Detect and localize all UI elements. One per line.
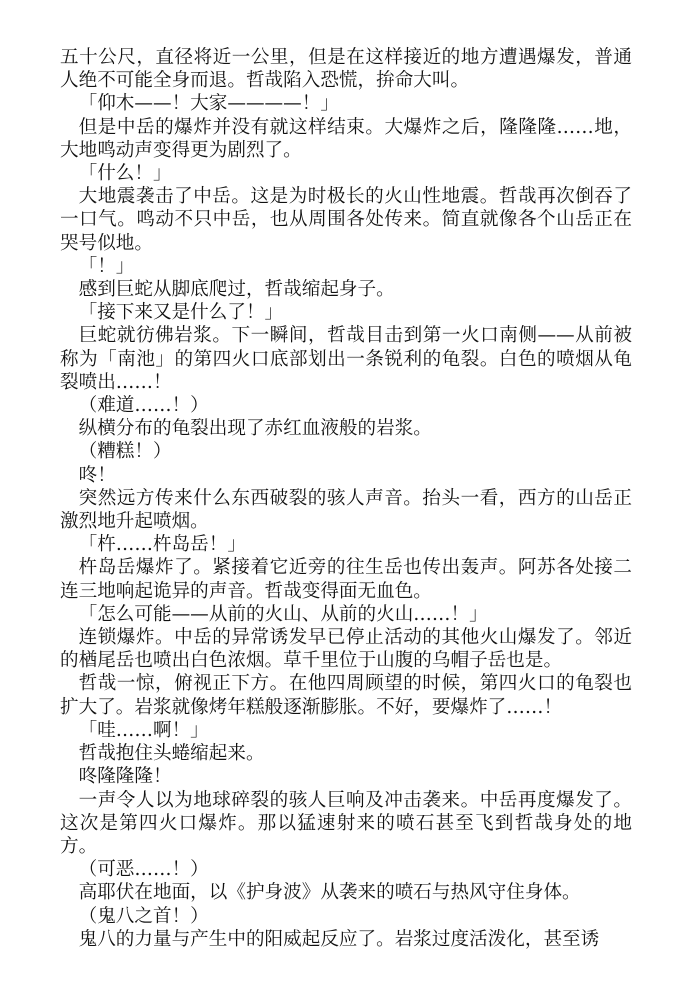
paragraph: 「仰木——！大家————！」 — [78, 93, 339, 115]
paragraph: 「怎么可能——从前的火山、从前的火山……！」 — [78, 603, 488, 625]
paragraph: 咚！ — [78, 464, 116, 486]
paragraph: 纵横分布的龟裂出现了赤红血液般的岩浆。 — [78, 418, 432, 440]
paragraph: 连锁爆炸。中岳的异常诱发早已停止活动的其他火山爆发了。邻近的楢尾岳也喷出白色浓烟。草千里位于山腹的乌帽子岳也是。 — [60, 627, 632, 672]
paragraph: （鬼八之首！） — [78, 905, 209, 927]
paragraph: 「接下来又是什么了！」 — [78, 302, 284, 324]
paragraph: 「什么！」 — [78, 163, 172, 185]
paragraph: 哲哉抱住头蜷缩起来。 — [78, 743, 265, 765]
paragraph: 咚隆隆隆！ — [78, 766, 172, 788]
paragraph: （难道……！） — [78, 395, 209, 417]
paragraph: 杵岛岳爆炸了。紧接着它近旁的往生岳也传出轰声。阿苏各处接二连三地响起诡异的声音。哲哉变得面无血色。 — [60, 557, 632, 602]
paragraph: 感到巨蛇从脚底爬过，哲哉缩起身子。 — [78, 279, 395, 301]
novel-page — [60, 46, 632, 951]
paragraph: （糟糕！） — [78, 441, 172, 463]
paragraph: 五十公尺，直径将近一公里，但是在这样接近的地方遭遇爆发，普通人绝不可能全身而退。哲哉陷入恐慌，拚命大叫。 — [60, 47, 632, 92]
paragraph: 大地震袭击了中岳。这是为时极长的火山性地震。哲哉再次倒吞了一口气。鸣动不只中岳，也从周围各处传来。简直就像各个山岳正在哭号似地。 — [60, 186, 632, 254]
paragraph: 哲哉一惊，俯视正下方。在他四周顾望的时候，第四火口的龟裂也扩大了。岩浆就像烤年糕般逐渐膨胀。不好，要爆炸了……！ — [60, 673, 632, 718]
paragraph: 鬼八的力量与产生中的阳威起反应了。岩浆过度活泼化，甚至诱 — [78, 928, 600, 950]
paragraph: 巨蛇就彷佛岩浆。下一瞬间，哲哉目击到第一火口南侧——从前被称为「南池」的第四火口底部划出一条锐利的龟裂。白色的喷烟从龟裂喷出……！ — [60, 325, 632, 393]
paragraph: 「！」 — [78, 255, 135, 277]
paragraph: 「杵……杵岛岳！」 — [78, 534, 246, 556]
paragraph: （可恶……！） — [78, 859, 209, 881]
paragraph: 一声令人以为地球碎裂的骇人巨响及冲击袭来。中岳再度爆发了。这次是第四火口爆炸。那以猛速射来的喷石甚至飞到哲哉身处的地方。 — [60, 789, 632, 857]
paragraph: 突然远方传来什么东西破裂的骇人声音。抬头一看，西方的山岳正激烈地升起喷烟。 — [60, 487, 632, 533]
paragraph: 但是中岳的爆炸并没有就这样结束。大爆炸之后，隆隆隆……地，大地鸣动声变得更为剧烈了。 — [60, 116, 632, 161]
paragraph: 「哇……啊！」 — [78, 719, 209, 741]
paragraph: 高耶伏在地面，以《护身波》从袭来的喷石与热风守住身体。 — [78, 882, 581, 904]
